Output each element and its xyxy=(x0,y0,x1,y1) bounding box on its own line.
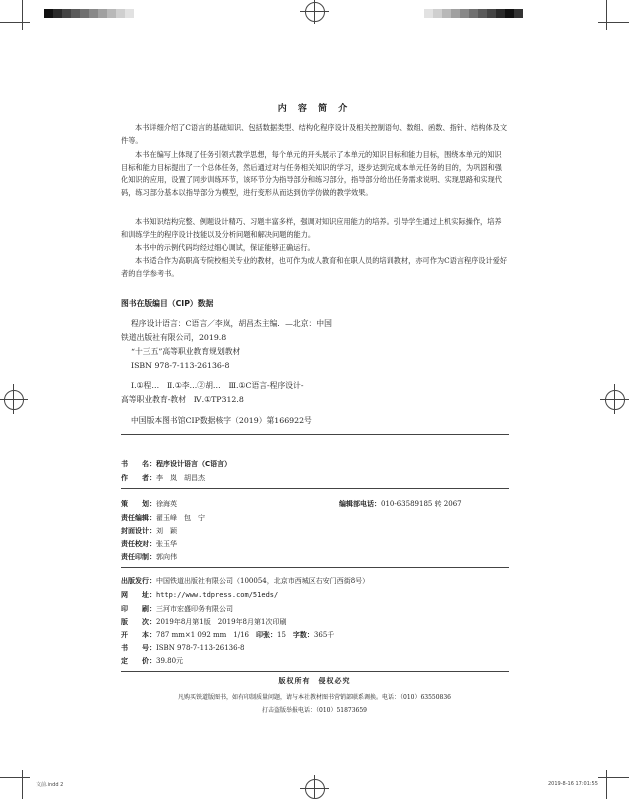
isbn-label: 书 号： xyxy=(121,644,156,652)
author-row xyxy=(121,473,205,483)
phone-value: 010-63589185 转 2067 xyxy=(381,500,462,508)
print-value: 郭向伟 xyxy=(156,553,177,561)
divider xyxy=(121,434,509,435)
word-count-value: 365千 xyxy=(313,631,335,639)
copyright-heading: 版权所有 侵权必究 xyxy=(278,677,351,685)
book-title-row xyxy=(121,459,231,469)
cip-line-3: “十三五”高等职业教育规划教材 xyxy=(131,347,241,356)
copyright-line-2: 打击盗版举报电话：（010）51873659 xyxy=(262,707,367,714)
planning-value: 徐海英 xyxy=(156,500,177,508)
sheets-value: 15 xyxy=(277,631,293,639)
format-row xyxy=(121,630,334,640)
intro-paragraph-4: 本书中的示例代码均经过细心调试，保证能够正确运行。 xyxy=(135,243,315,252)
footer-filename: 文前.indd 2 xyxy=(36,782,64,788)
publisher-value: 中国铁道出版社有限公司（100054，北京市西城区右安门西街8号） xyxy=(156,577,370,585)
website-label: 网 址： xyxy=(121,591,156,599)
intro-paragraph-3: 本书知识结构完整、例题设计精巧、习题丰富多样，强调对知识应用能力的培养。引导学生通过上机实际操作，培养和训练学生的程序设计技能以及分析问题和解决问题的能力。 xyxy=(121,217,502,239)
cip-line-2: 铁道出版社有限公司，2019.8 xyxy=(121,333,227,342)
cover-value: 刘 颖 xyxy=(156,527,177,535)
author-value: 李 岚 胡昌杰 xyxy=(156,474,205,482)
isbn-value: ISBN 978-7-113-26136-8 xyxy=(156,644,245,652)
planning-row xyxy=(121,499,177,509)
edition-value: 2019年8月第1版 2019年8月第1次印刷 xyxy=(156,618,287,626)
publisher-row xyxy=(121,576,369,586)
intro-paragraph-1: 本书详细介绍了C语言的基础知识、包括数据类型、结构化程序设计及相关控制语句、数组、函数、指针、结构体及文件等。 xyxy=(121,123,508,145)
phone-label: 编辑部电话： xyxy=(339,500,381,508)
proof-row xyxy=(121,539,177,549)
divider xyxy=(121,671,509,672)
edition-label: 版 次： xyxy=(121,618,156,626)
proof-label: 责任校对： xyxy=(121,540,156,548)
book-title-value: 程序设计语言（C语言） xyxy=(156,460,232,468)
print-row xyxy=(121,552,177,562)
cover-row xyxy=(121,526,177,536)
planning-label: 策 划： xyxy=(121,500,156,508)
cover-label: 封面设计： xyxy=(121,527,156,535)
intro-paragraph-5: 本书适合作为高职高专院校相关专业的教材，也可作为成人教育和在职人员的培训教材，亦可作为C语言程序设计爱好者的自学参考书。 xyxy=(121,256,508,278)
page-title: 内 容 简 介 xyxy=(277,104,352,114)
format-value: 787 mm×1 092 mm 1/16 xyxy=(156,631,256,639)
editor-value: 翟玉峰 包 宁 xyxy=(156,514,205,522)
intro-paragraph-2: 本书在编写上体现了任务引领式教学思想，每个单元的开头展示了本单元的知识目标和能力目标，围绕本单元的知识目标和能力目标提出了一个总体任务，然后通过对与任务相关知识的学习，逐步达到完成本单元任务的目的，为巩固和强化知识的应用，设置了同步训练环节，该环节分为指导部分和练习部分，指导部分给出任务需求说明、实现思路和实现代码，练习部分基本以指导部分为模型，进行变形从而达到仿学仿做的教学效果。 xyxy=(121,150,502,198)
cip-line-1: 程序设计语言：C语言／李岚，胡昌杰主编．—北京：中国 xyxy=(131,319,332,328)
printer-value: 三河市宏盛印务有限公司 xyxy=(156,605,233,613)
phone-row xyxy=(339,499,462,509)
editor-row xyxy=(121,513,205,523)
price-label: 定 价： xyxy=(121,657,156,665)
cip-heading: 图书在版编目（CIP）数据 xyxy=(121,299,214,308)
author-label: 作 者： xyxy=(121,474,156,482)
cip-line-5: Ⅰ.①程… Ⅱ.①李…②胡… Ⅲ.①C语言-程序设计- xyxy=(131,381,304,390)
cip-line-4: ISBN 978-7-113-26136-8 xyxy=(131,361,230,370)
divider xyxy=(121,567,509,568)
print-label: 责任印制： xyxy=(121,553,156,561)
price-row xyxy=(121,656,183,666)
price-value: 39.80元 xyxy=(156,657,184,665)
proof-value: 张玉华 xyxy=(156,540,177,548)
format-label: 开 本： xyxy=(121,631,156,639)
copyright-line-1: 凡购买铁道版图书，如有印制质量问题，请与本社教材图书营销部联系调换。电话：（010）63550836 xyxy=(178,694,451,701)
edition-row xyxy=(121,617,286,627)
website-value[interactable]: http://www.tdpress.com/51eds/ xyxy=(156,591,279,599)
book-title-label: 书 名： xyxy=(121,460,156,468)
printer-label: 印 刷： xyxy=(121,605,156,613)
word-count-label: 字数： xyxy=(292,631,314,639)
editor-label: 责任编辑： xyxy=(121,514,156,522)
footer-timestamp: 2019-8-16 17:01:55 xyxy=(548,781,598,787)
divider xyxy=(121,488,509,489)
cip-line-6: 高等职业教育-教材 Ⅳ.①TP312.8 xyxy=(121,395,244,404)
printer-row xyxy=(121,604,233,614)
cip-line-7: 中国版本图书馆CIP数据核字（2019）第166922号 xyxy=(131,416,312,425)
website-row xyxy=(121,590,278,600)
publisher-label: 出版发行： xyxy=(121,577,156,585)
sheets-label: 印张： xyxy=(256,631,277,639)
isbn-row xyxy=(121,643,244,653)
